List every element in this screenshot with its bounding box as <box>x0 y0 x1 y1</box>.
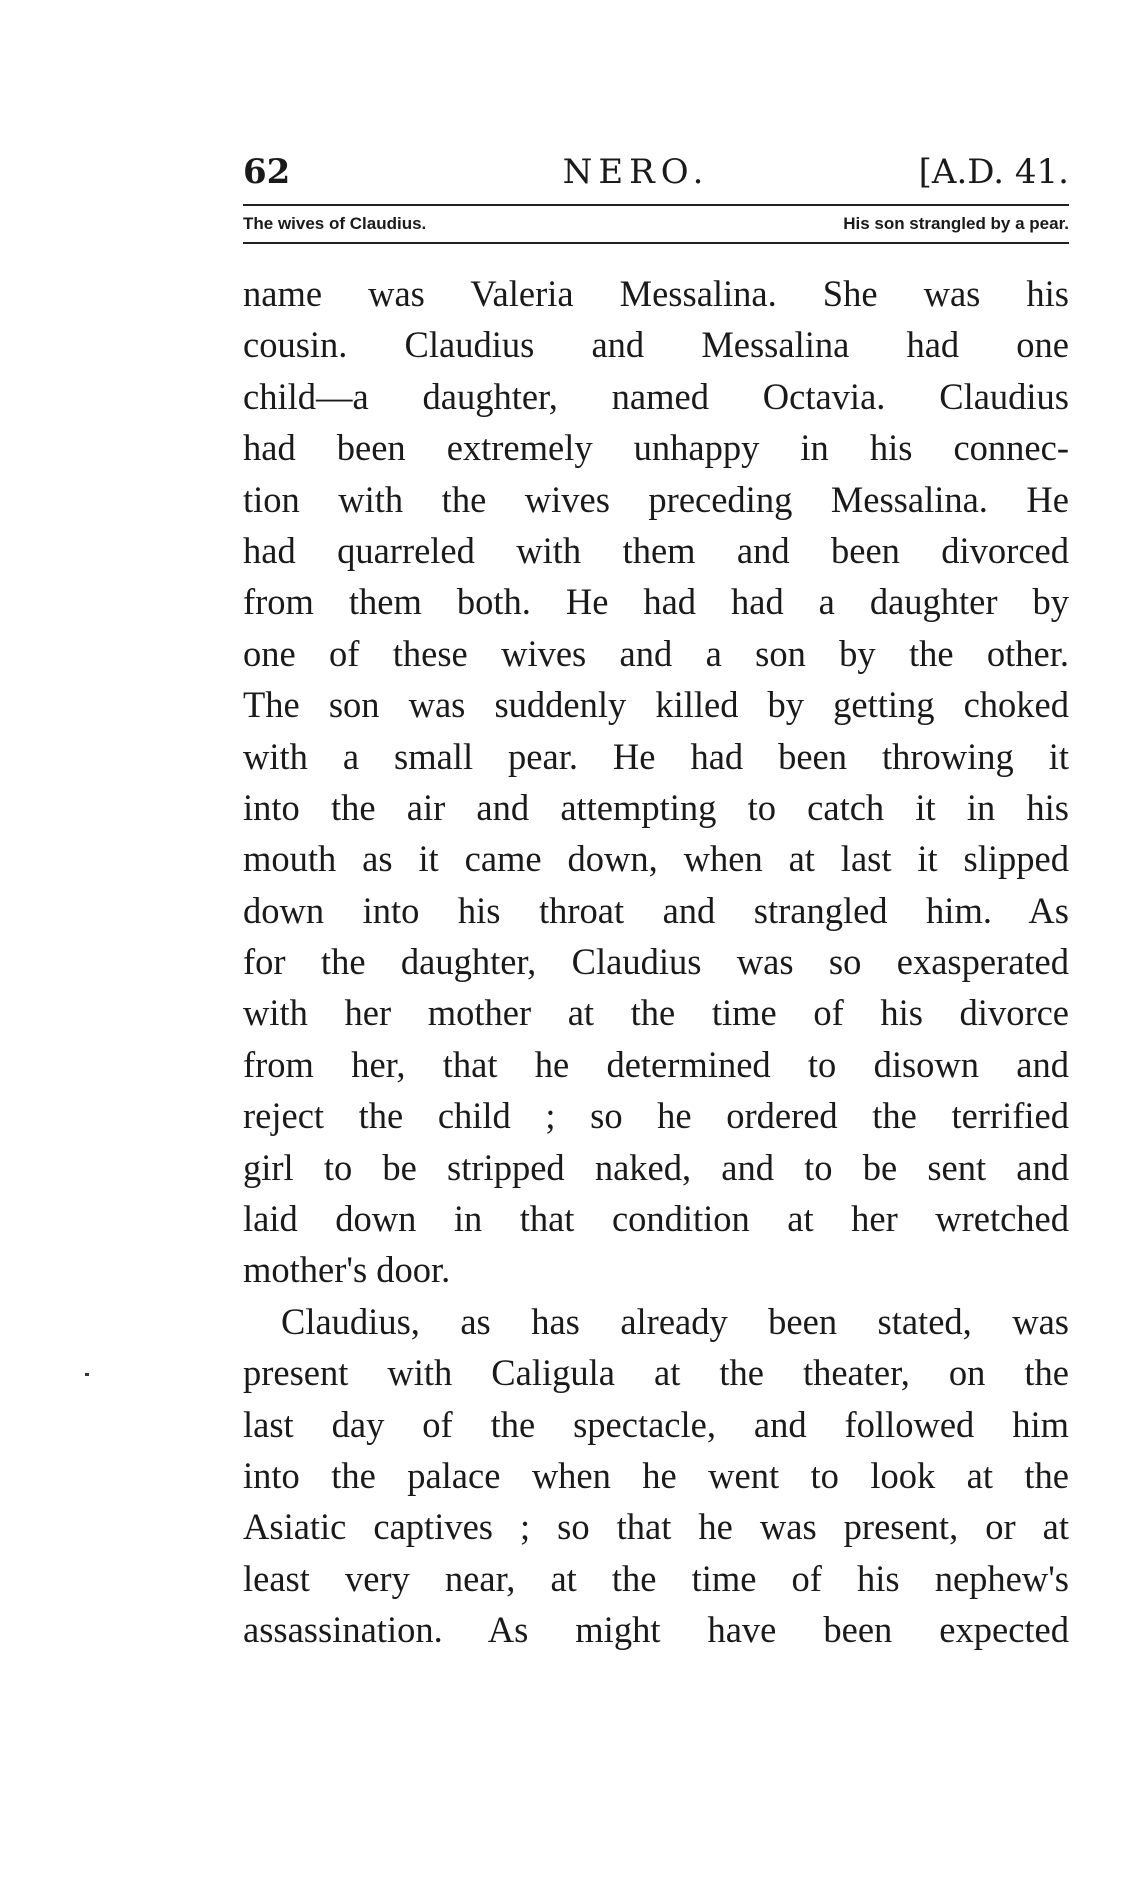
text-line: The son was suddenly killed by getting choked <box>243 684 1069 726</box>
page-number: 62 <box>243 152 291 192</box>
text-line: with a small pear. He had been throwing it <box>243 735 1069 777</box>
text-line: had quarreled with them and been divorced <box>243 529 1069 571</box>
text-line: had been extremely unhappy in his connec- <box>243 427 1069 469</box>
text-line: Asiatic captives ; so that he was present, or at <box>243 1506 1069 1548</box>
subhead <box>243 212 1069 236</box>
text-line: girl to be stripped naked, and to be sent and <box>243 1146 1069 1188</box>
text-line-paragraph-end: mother's door. <box>243 1249 451 1291</box>
text-line: one of these wives and a son by the other. <box>243 632 1069 674</box>
text-line: child—a daughter, named Octavia. Claudius <box>243 375 1069 417</box>
book-page <box>243 150 1069 1656</box>
running-head <box>243 150 1069 194</box>
text-line: with her mother at the time of his divorce <box>243 992 1069 1034</box>
text-line: least very near, at the time of his nephew's <box>243 1557 1069 1599</box>
text-line: reject the child ; so he ordered the terrified <box>243 1095 1069 1137</box>
text-line: cousin. Claudius and Messalina had one <box>243 324 1069 366</box>
right-subhead: His son strangled by a pear. <box>843 214 1069 233</box>
text-line: into the air and attempting to catch it in his <box>243 786 1069 828</box>
margin-speck <box>85 1373 89 1376</box>
text-line-paragraph-start: Claudius, as has already been stated, was <box>281 1300 1069 1342</box>
text-line: down into his throat and strangled him. As <box>243 889 1069 931</box>
running-title: NERO. <box>562 152 710 192</box>
running-date: [A.D. 41. <box>918 152 1069 192</box>
text-line: from them both. He had had a daughter by <box>243 581 1069 623</box>
text-line: for the daughter, Claudius was so exasperated <box>243 941 1069 983</box>
text-line: from her, that he determined to disown and <box>243 1043 1069 1085</box>
text-line: into the palace when he went to look at the <box>243 1454 1069 1496</box>
text-line: present with Caligula at the theater, on the <box>243 1352 1069 1394</box>
text-line: last day of the spectacle, and followed him <box>243 1403 1069 1445</box>
header-rule-bottom <box>243 242 1069 244</box>
text-line: laid down in that condition at her wretched <box>243 1198 1069 1240</box>
body-text <box>243 268 1069 1656</box>
text-line: mouth as it came down, when at last it slipped <box>243 838 1069 880</box>
text-line: name was Valeria Messalina. She was his <box>243 273 1069 314</box>
header-rule-top <box>243 204 1069 206</box>
text-line: tion with the wives preceding Messalina. He <box>243 478 1069 520</box>
text-line: assassination. As might have been expected <box>243 1609 1069 1651</box>
left-subhead: The wives of Claudius. <box>243 214 427 233</box>
